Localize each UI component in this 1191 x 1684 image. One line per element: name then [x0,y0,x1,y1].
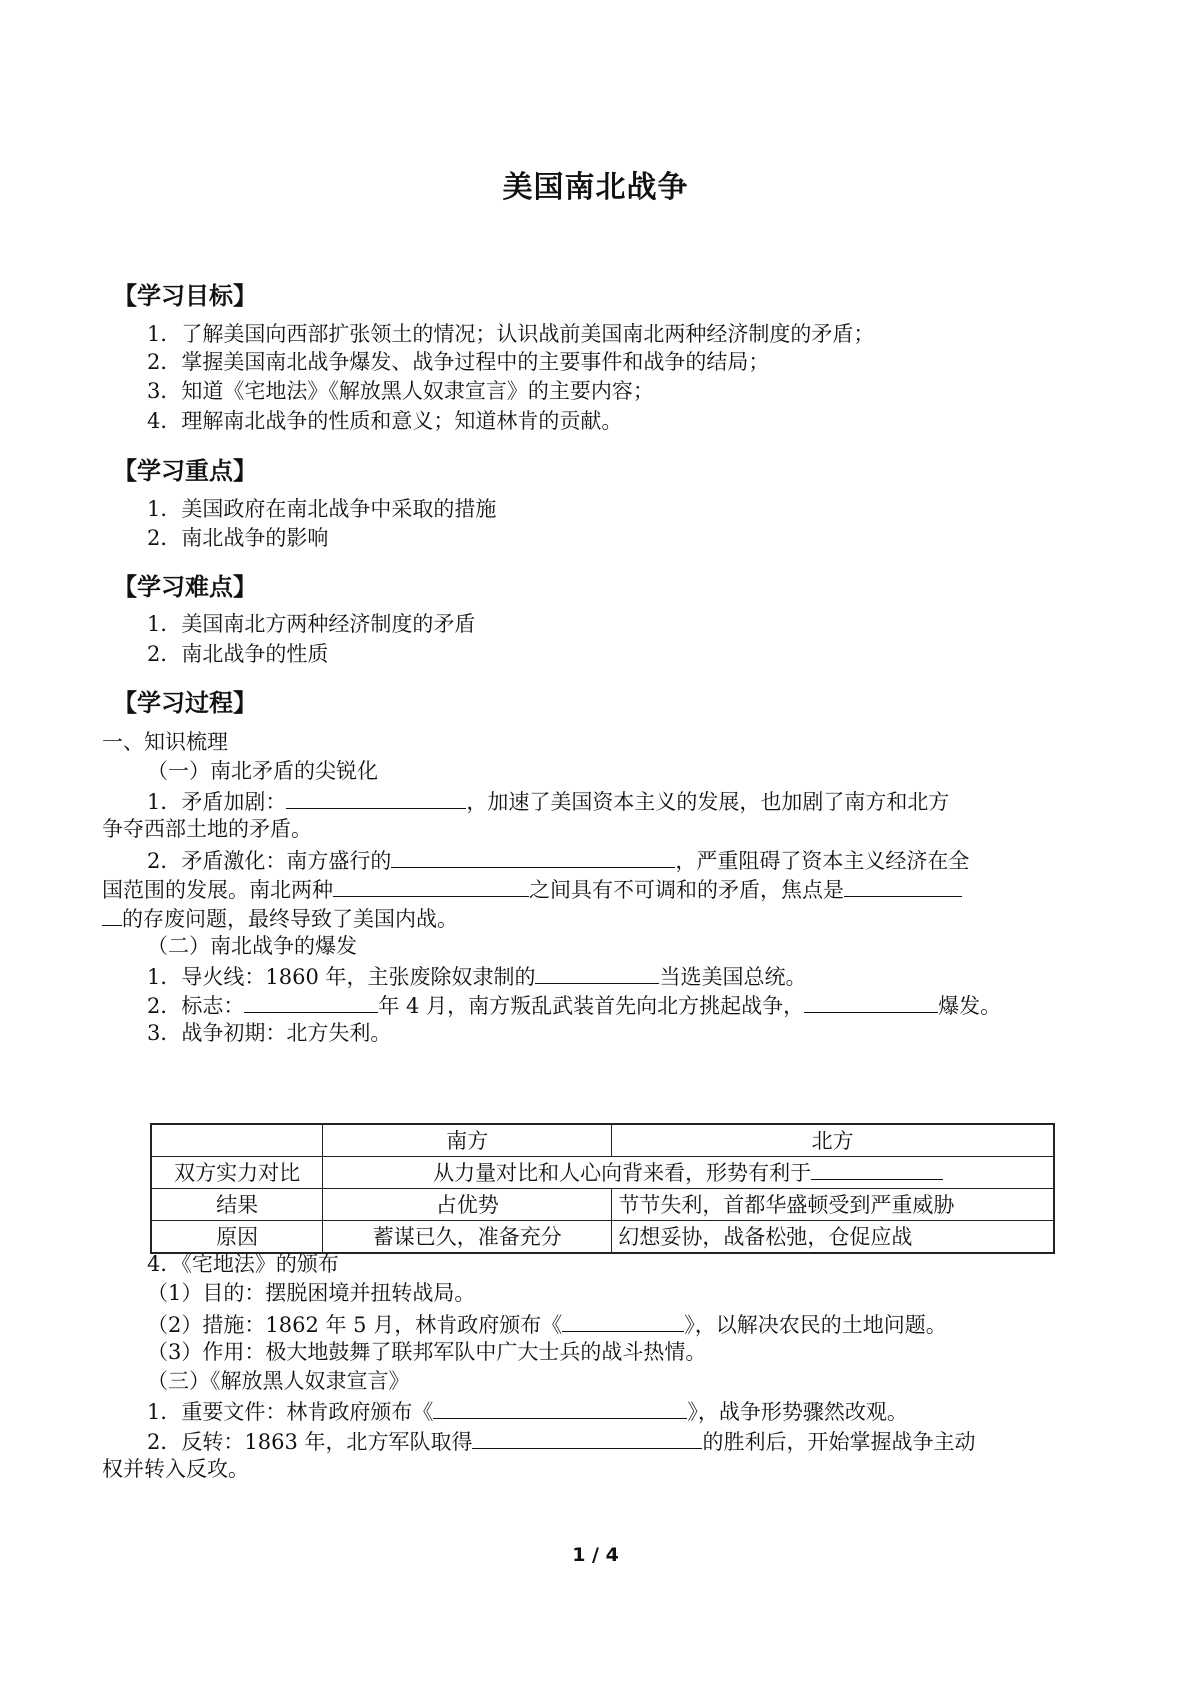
answer-blank[interactable] [244,990,378,1013]
fill-in-line: 1．导火线：1860 年，主张废除奴隶制的 当选美国总统。 [147,961,806,991]
comparison-table [150,1123,1055,1254]
answer-blank[interactable] [472,1426,702,1449]
objective-item: 2．掌握美国南北战争爆发、战争过程中的主要事件和战争的结局； [147,350,770,374]
text-line: 争夺西部土地的矛盾。 [102,817,312,841]
page-number: 1 / 4 [572,1544,619,1566]
table-cell: 原因 [151,1221,323,1254]
answer-blank[interactable] [333,874,529,897]
fill-in-line: 的存废问题，最终导致了美国内战。 [102,903,458,933]
answer-blank[interactable] [562,1309,684,1332]
table-cell: 幻想妥协，战备松弛，仓促应战 [612,1221,1054,1254]
text-line: 权并转入反攻。 [102,1457,249,1481]
table-row [151,1124,1054,1157]
difficulty-item: 2．南北战争的性质 [147,642,329,666]
section-title: （三）《解放黑人奴隶宣言》 [147,1369,410,1393]
process-heading: 【学习过程】 [113,689,257,717]
fill-in-line: 1．重要文件：林肯政府颁布《 》，战争形势骤然改观。 [147,1396,908,1426]
key-point-item: 2．南北战争的影响 [147,526,329,550]
fill-in-line: 2．反转：1863 年，北方军队取得 的胜利后，开始掌握战争主动 [147,1426,975,1456]
answer-blank[interactable] [286,786,466,809]
table-cell: 从力量对比和人心向背来看，形势有利于 [323,1157,1054,1189]
text-line: （3）作用：极大地鼓舞了联邦军队中广大士兵的战斗热情。 [147,1340,707,1364]
text-line: 4．《宅地法》的颁布 [147,1252,339,1276]
table-row [151,1221,1054,1254]
answer-blank[interactable] [844,874,962,897]
fill-in-line: 2．标志： 年 4 月，南方叛乱武装首先向北方挑起战争， 爆发。 [147,990,1001,1020]
answer-blank[interactable] [102,903,122,926]
fill-in-line: 1．矛盾加剧： ，加速了美国资本主义的发展，也加剧了南方和北方 [147,786,949,816]
text-line: （1）目的：摆脱困境并扭转战局。 [147,1281,476,1305]
table-cell: 蓄谋已久，准备充分 [323,1221,612,1254]
fill-in-line: （2）措施：1862 年 5 月，林肯政府颁布《 》，以解决农民的土地问题。 [147,1309,947,1339]
objective-item: 1．了解美国向西部扩张领土的情况；认识战前美国南北两种经济制度的矛盾； [147,322,875,346]
table-cell: 占优势 [323,1189,612,1221]
objectives-heading: 【学习目标】 [113,282,257,310]
table-cell: 结果 [151,1189,323,1221]
fill-in-line: 2．矛盾激化：南方盛行的 ，严重阻碍了资本主义经济在全 [147,845,969,875]
objective-item: 4．理解南北战争的性质和意义；知道林肯的贡献。 [147,409,623,433]
table-cell [151,1124,323,1157]
table-cell: 节节失利，首都华盛顿受到严重威胁 [612,1189,1054,1221]
difficulties-heading: 【学习难点】 [113,573,257,601]
section-title: （一）南北矛盾的尖锐化 [147,759,378,783]
key-point-item: 1．美国政府在南北战争中采取的措施 [147,497,497,521]
answer-blank[interactable] [804,990,938,1013]
table-header-north: 北方 [612,1124,1054,1157]
table-cell: 双方实力对比 [151,1157,323,1189]
text-line: 3．战争初期：北方失利。 [147,1021,392,1045]
fill-in-line: 国范围的发展。南北两种 之间具有不可调和的矛盾，焦点是 [102,874,962,904]
table-row [151,1157,1054,1189]
answer-blank[interactable] [391,845,675,868]
answer-blank[interactable] [433,1396,687,1419]
table-header-south: 南方 [323,1124,612,1157]
part-title: 一、知识梳理 [102,730,228,754]
page-title: 美国南北战争 [502,170,689,205]
table-row [151,1189,1054,1221]
answer-blank[interactable] [811,1157,943,1180]
difficulty-item: 1．美国南北方两种经济制度的矛盾 [147,612,476,636]
objective-item: 3．知道《宅地法》《解放黑人奴隶宣言》的主要内容； [147,379,654,403]
section-title: （二）南北战争的爆发 [147,934,357,958]
key-points-heading: 【学习重点】 [113,457,257,485]
answer-blank[interactable] [535,961,659,984]
